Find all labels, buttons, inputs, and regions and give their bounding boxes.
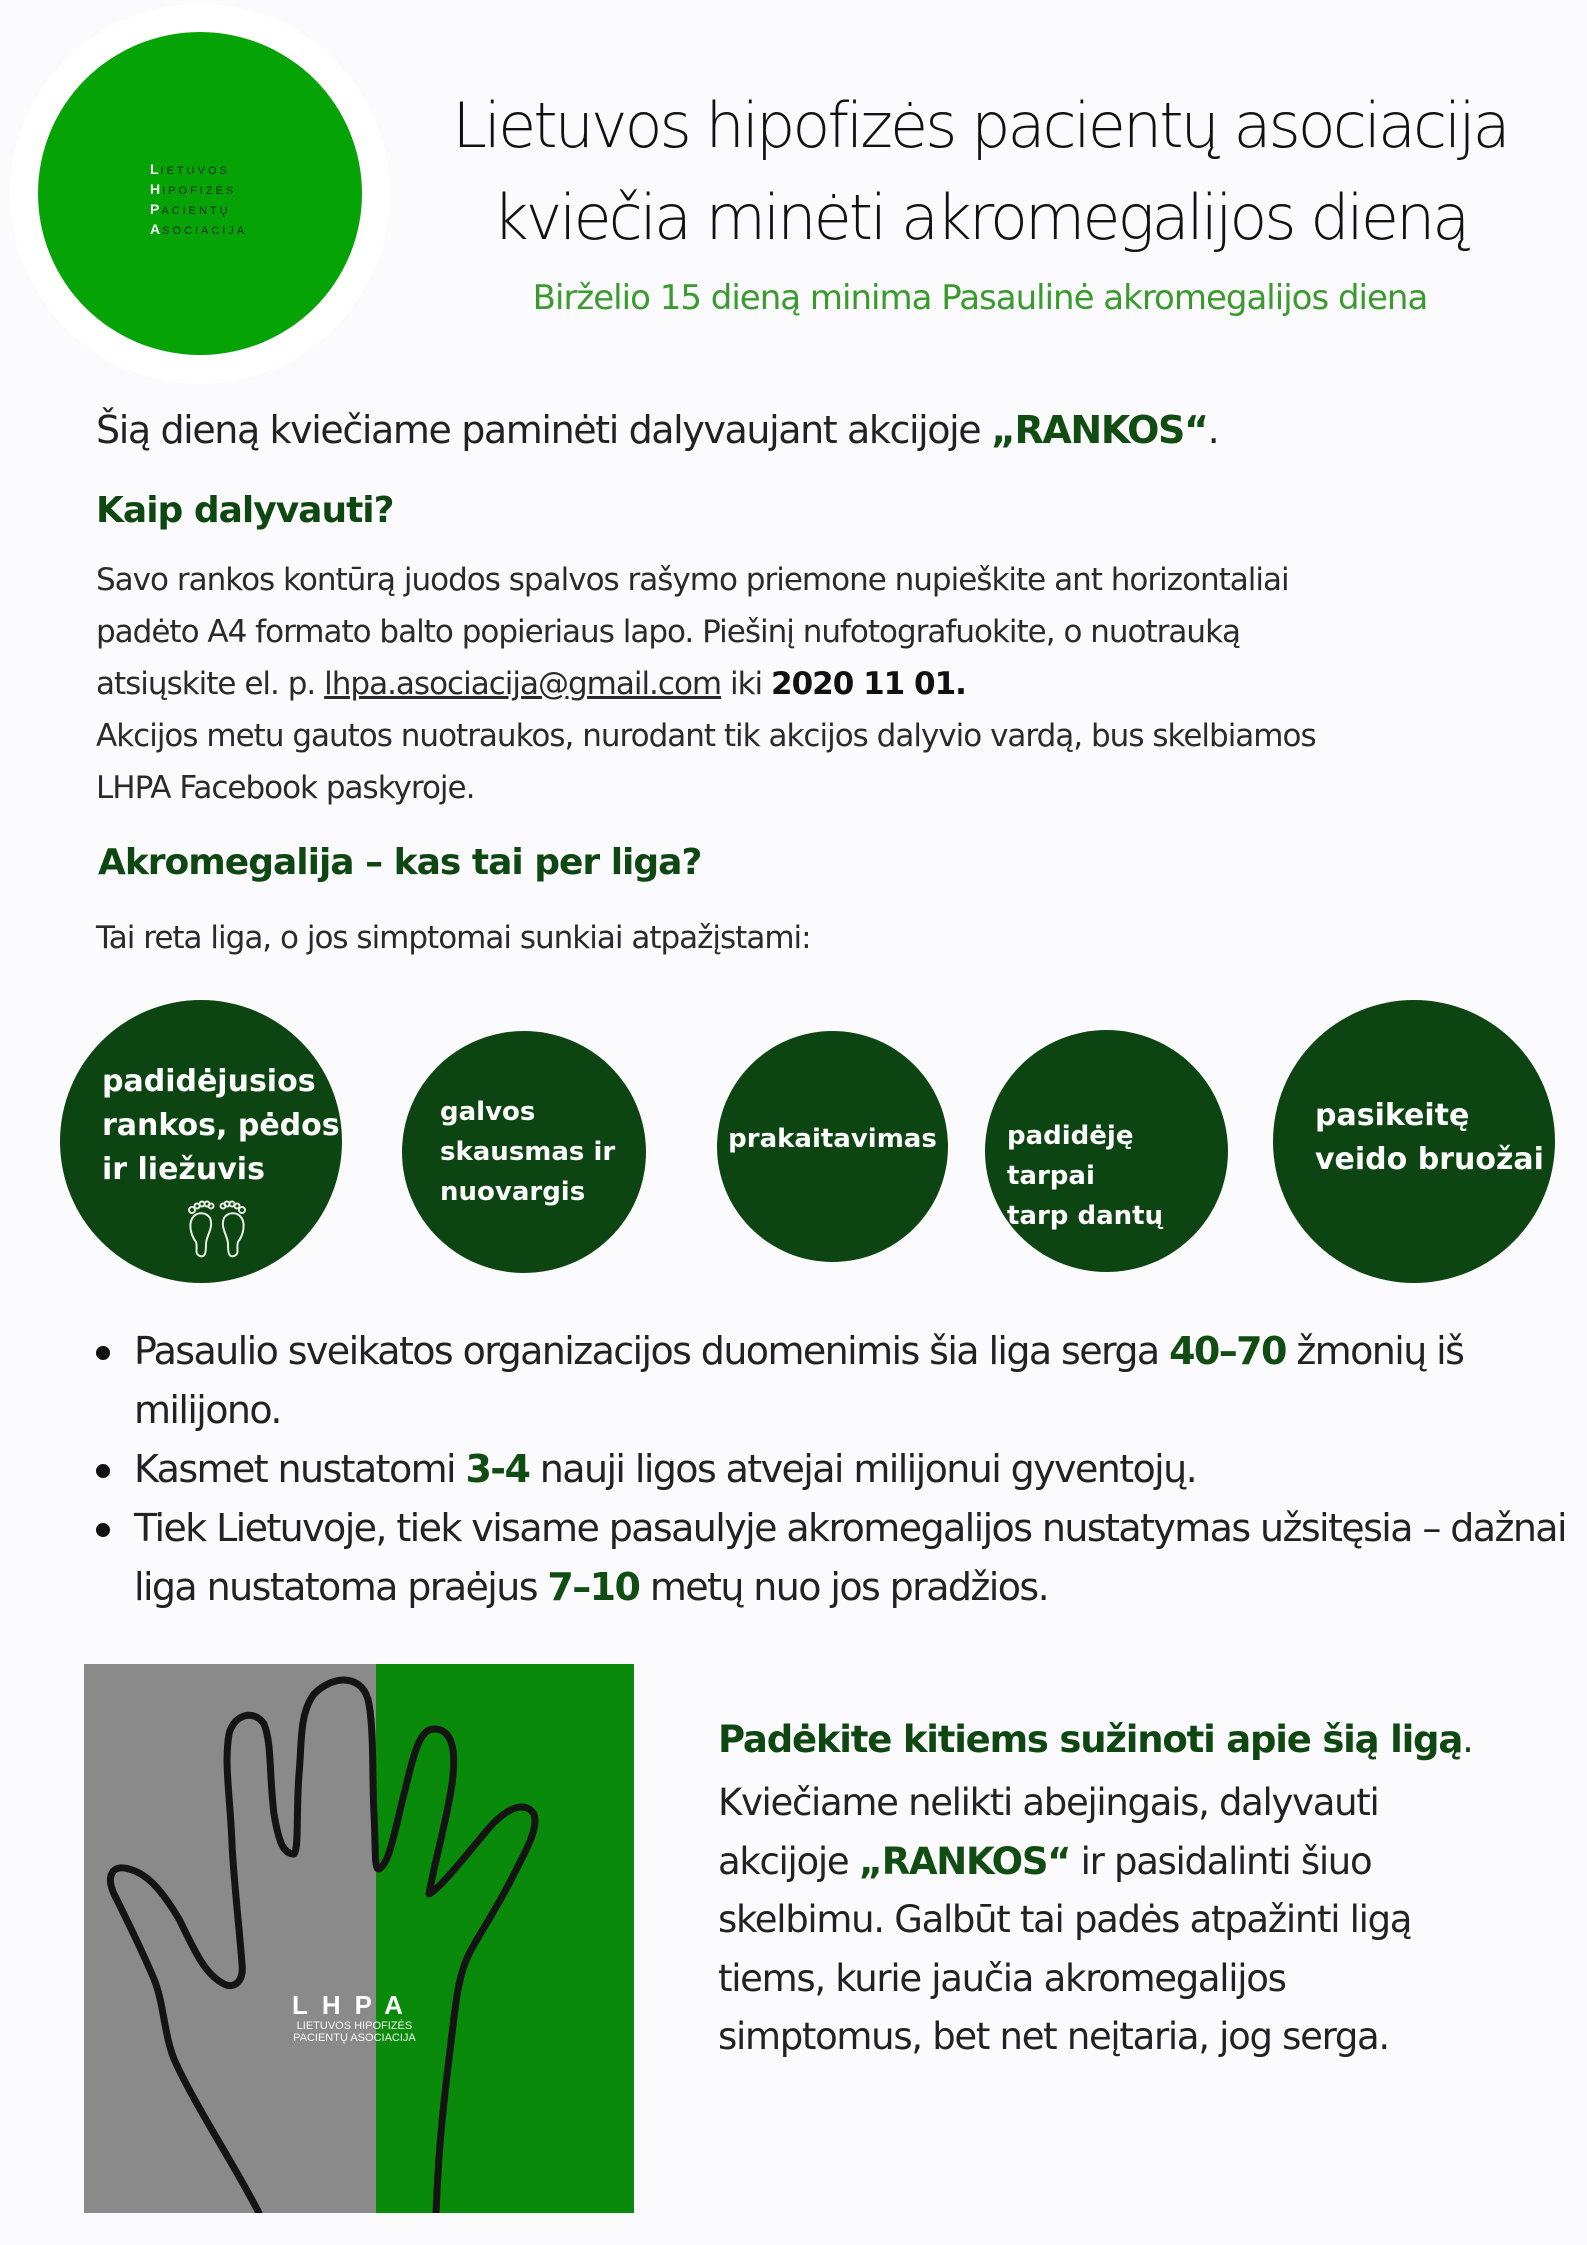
- feet-icon: [184, 1198, 250, 1260]
- symptom-line: veido bruožai: [1315, 1142, 1544, 1177]
- fact-item: Pasaulio sveikatos organizacijos duomenimis šia liga serga 40–70 žmonių iš milijono.: [92, 1322, 1582, 1440]
- how-to-line: Akcijos metu gautos nuotraukos, nurodant tik akcijos dalyvio vardą, bus skelbiamos: [96, 718, 1316, 754]
- symptom-line: ir liežuvis: [102, 1152, 265, 1187]
- symptom-line: padidėjusios: [102, 1064, 316, 1099]
- cta-line: akcijoje „RANKOS“ ir pasidalinti šiuo: [718, 1839, 1372, 1883]
- symptom-circle: [60, 1000, 342, 1283]
- how-to-heading: Kaip dalyvauti?: [96, 490, 394, 531]
- symptom-circle: [1273, 1000, 1555, 1283]
- facts-list: [92, 1322, 1582, 1617]
- bullet-icon: [96, 1464, 110, 1478]
- cta-line: simptomus, bet net neįtaria, jog serga.: [718, 2015, 1389, 2058]
- cta-line: Kviečiame nelikti abejingais, dalyvauti: [718, 1781, 1379, 1824]
- page-subtitle: Birželio 15 dieną minima Pasaulinė akromegalijos diena: [532, 278, 1428, 318]
- how-to-body: [96, 554, 1576, 814]
- fact-item: Tiek Lietuvoje, tiek visame pasaulyje akromegalijos nustatymas užsitęsia – dažnai liga nustatoma praėjus 7–10 metų nuo jos pradžios.: [92, 1499, 1582, 1617]
- title-line-1: Lietuvos hipofizės pacientų asociacija: [452, 89, 1508, 162]
- cta-heading: Padėkite kitiems sužinoti apie šią ligą.: [718, 1718, 1473, 1761]
- symptom-line: skausmas ir: [440, 1137, 616, 1167]
- deadline-date: 2020 11 01.: [771, 666, 966, 702]
- how-to-line: LHPA Facebook paskyroje.: [96, 770, 475, 806]
- symptom-circle: [402, 1031, 646, 1273]
- about-intro: Tai reta liga, o jos simptomai sunkiai atpažįstami:: [96, 920, 811, 956]
- hand-outline-icon: [84, 1664, 634, 2213]
- cta-body: [718, 1774, 1578, 2067]
- intro-text: Šią dieną kviečiame paminėti dalyvaujant akcijoje „RANKOS“.: [96, 408, 1219, 452]
- title-line-2: kviečia minėti akromegalijos dieną: [492, 181, 1468, 254]
- logo-line: HIPOFIZĖS: [150, 181, 237, 197]
- how-to-line: padėto A4 formato balto popieriaus lapo. Piešinį nufotografuokite, o nuotrauką: [96, 614, 1241, 650]
- symptom-line: galvos: [440, 1097, 536, 1127]
- symptom-line: padidėję tarpai: [1007, 1121, 1134, 1191]
- symptom-line: prakaitavimas: [728, 1123, 937, 1154]
- page-title: [390, 80, 1570, 264]
- how-to-line: Savo rankos kontūrą juodos spalvos rašymo priemone nupieškite ant horizontaliai: [96, 562, 1289, 598]
- fact-item: Kasmet nustatomi 3-4 nauji ligos atvejai milijonui gyventojų.: [92, 1440, 1582, 1499]
- rankos-highlight: „RANKOS“: [858, 1839, 1071, 1883]
- symptom-line: tarp dantų: [1007, 1201, 1164, 1231]
- logo-line: LIETUVOS: [150, 161, 230, 177]
- email-link[interactable]: lhpa.asociacija@gmail.com: [324, 666, 722, 702]
- bullet-icon: [96, 1523, 110, 1537]
- logo-text: [150, 160, 247, 240]
- how-to-line: atsiųskite el. p. lhpa.asociacija@gmail.com iki 2020 11 01.: [96, 666, 966, 702]
- hand-photo: [84, 1664, 634, 2213]
- bullet-icon: [96, 1346, 110, 1360]
- rankos-highlight: „RANKOS“: [990, 408, 1208, 452]
- symptom-line: nuovargis: [440, 1177, 586, 1207]
- symptom-circle: [717, 1031, 948, 1262]
- symptom-circle: [985, 1030, 1228, 1272]
- cta-line: tiems, kurie jaučia akromegalijos: [718, 1956, 1286, 2000]
- logo-line: ASOCIACIJA: [150, 221, 248, 237]
- photo-brand: LHPA LIETUVOS HIPOFIZĖS PACIENTŲ ASOCIACIJA: [292, 1990, 417, 2044]
- symptom-line: pasikeitę: [1315, 1098, 1470, 1133]
- logo-line: PACIENTŲ: [150, 201, 231, 217]
- about-heading: Akromegalija – kas tai per liga?: [98, 842, 702, 883]
- cta-line: skelbimu. Galbūt tai padės atpažinti ligą: [718, 1898, 1412, 1941]
- symptom-line: rankos, pėdos: [102, 1108, 340, 1143]
